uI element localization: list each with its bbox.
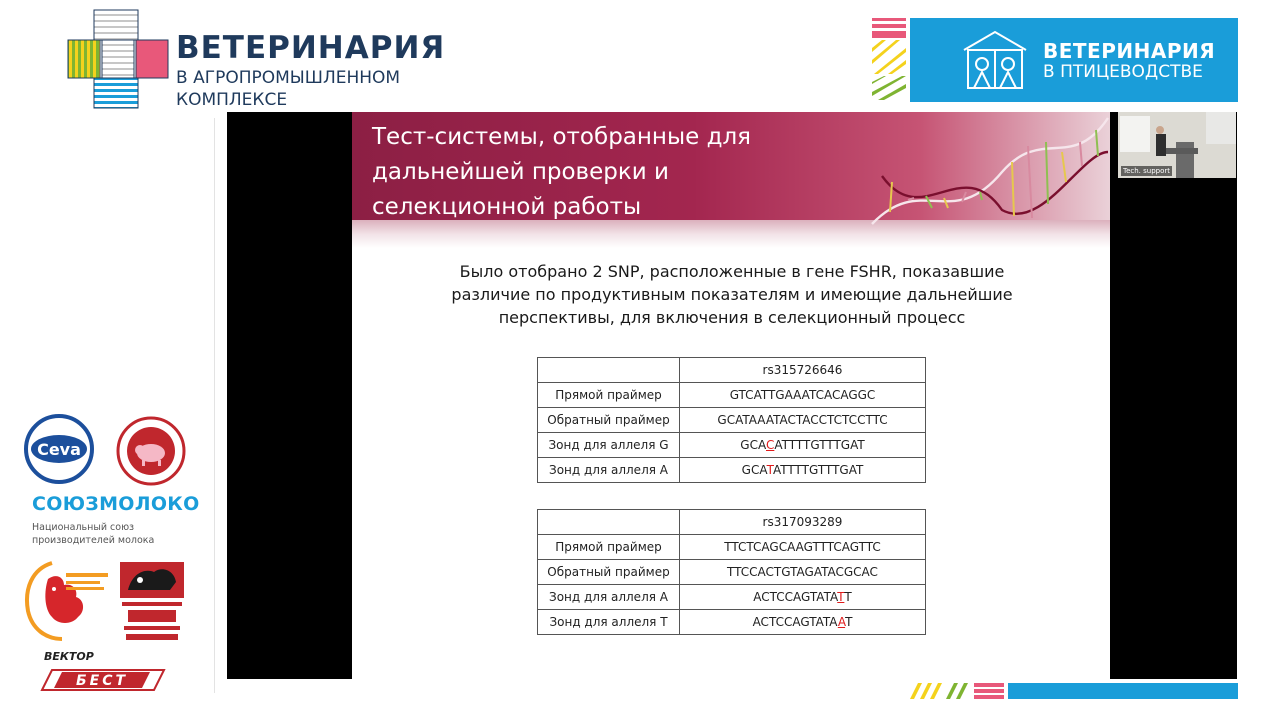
slide-title <box>372 120 792 225</box>
sequence-prefix: GCA <box>741 463 767 477</box>
vektor-label: ВЕКТОР <box>44 650 94 663</box>
brand-left-subtitle-1: В АГРОПРОМЫШЛЕННОМ <box>176 68 401 88</box>
row-label: Прямой праймер <box>538 383 680 408</box>
cross-emblem-icon <box>66 8 170 110</box>
table-header-snp-id: rs317093289 <box>680 510 926 535</box>
snp-base: T <box>766 463 774 477</box>
slide-title-line-2: дальнейшей проверки и <box>372 159 669 185</box>
table-header-row <box>538 510 926 535</box>
footer-stripes-icon <box>908 683 1238 699</box>
row-sequence: TTCTCAGCAAGTTTCAGTTC <box>680 535 926 560</box>
slide-intro-text <box>422 260 1042 329</box>
beef-union-logo-icon <box>118 560 186 642</box>
table-row <box>538 433 926 458</box>
row-sequence <box>680 433 926 458</box>
table-header-empty <box>538 510 680 535</box>
brand-left-title: ВЕТЕРИНАРИЯ <box>176 30 446 66</box>
intro-line-3: перспективы, для включения в селекционный процесс <box>498 308 966 327</box>
table-header-empty <box>538 358 680 383</box>
ceva-logo-icon <box>24 414 94 484</box>
soyuzmoloko-subtitle-2: производителей молока <box>32 535 155 546</box>
intro-line-2: различие по продуктивным показателям и имеющие дальнейшие <box>451 285 1013 304</box>
table-row <box>538 458 926 483</box>
table-header-snp-id: rs315726646 <box>680 358 926 383</box>
brand-right-subtitle: В ПТИЦЕВОДСТВЕ <box>1043 62 1203 82</box>
row-sequence: GCATAAATACTACCTCTCCTTC <box>680 408 926 433</box>
soyuzmoloko-subtitle-1: Национальный союз <box>32 522 135 533</box>
stripes-decoration-icon <box>872 18 906 100</box>
webcam-label: Tech. support <box>1123 167 1171 175</box>
snp-base: A <box>837 615 846 629</box>
snp-base: C <box>765 438 775 452</box>
brand-right-title: ВЕТЕРИНАРИЯ <box>1043 39 1216 63</box>
row-sequence: TTCCACTGTAGATACGCAC <box>680 560 926 585</box>
row-label: Зонд для аллеля T <box>538 610 680 635</box>
sequence-prefix: GCA <box>740 438 766 452</box>
row-sequence <box>680 585 926 610</box>
sequence-prefix: ACTCCAGTATA <box>753 590 838 604</box>
sequence-suffix: T <box>845 615 853 629</box>
slide-title-line-3: селекционной работы <box>372 194 642 220</box>
sequence-suffix: ATTTTGTTTGAT <box>774 438 865 452</box>
table-row <box>538 408 926 433</box>
table-row <box>538 585 926 610</box>
sequence-prefix: ACTCCAGTATA <box>752 615 838 629</box>
row-sequence: GTCATTGAAATCACAGGC <box>680 383 926 408</box>
ceva-label: Ceva <box>37 440 81 459</box>
barn-emblem-icon <box>960 28 1030 92</box>
poultry-union-logo-icon <box>22 559 112 643</box>
row-label: Обратный праймер <box>538 560 680 585</box>
logo-veterinariya-ptitsevodstvo <box>910 18 1238 102</box>
presentation-slide <box>352 112 1110 679</box>
pig-union-logo-icon <box>116 416 186 486</box>
table-row <box>538 610 926 635</box>
table-header-row <box>538 358 926 383</box>
snp-base: T <box>837 590 845 604</box>
best-logo-icon <box>38 668 168 692</box>
best-label: БЕСТ <box>75 673 129 689</box>
row-sequence <box>680 458 926 483</box>
row-label: Прямой праймер <box>538 535 680 560</box>
soyuzmoloko-title: СОЮЗМОЛОКО <box>32 493 200 515</box>
row-label: Зонд для аллеля А <box>538 458 680 483</box>
primer-table-rs317093289 <box>537 509 926 635</box>
slide-title-line-1: Тест-системы, отобранные для <box>372 124 752 150</box>
sequence-suffix: T <box>844 590 852 604</box>
dna-helix-icon <box>862 112 1110 232</box>
table-row <box>538 560 926 585</box>
row-label: Зонд для аллеля А <box>538 585 680 610</box>
table-row <box>538 383 926 408</box>
sequence-suffix: ATTTTGTTTGAT <box>773 463 864 477</box>
logo-veterinariya-apk <box>66 8 446 110</box>
intro-line-1: Было отобрано 2 SNP, расположенные в гене FSHR, показавшие <box>459 262 1005 281</box>
row-label: Зонд для аллеля G <box>538 433 680 458</box>
primer-table-rs315726646 <box>537 357 926 483</box>
row-label: Обратный праймер <box>538 408 680 433</box>
table-row <box>538 535 926 560</box>
speaker-webcam <box>1118 112 1236 178</box>
slide-header <box>352 112 1110 247</box>
brand-left-subtitle-2: КОМПЛЕКСЕ <box>176 90 288 110</box>
row-sequence <box>680 610 926 635</box>
